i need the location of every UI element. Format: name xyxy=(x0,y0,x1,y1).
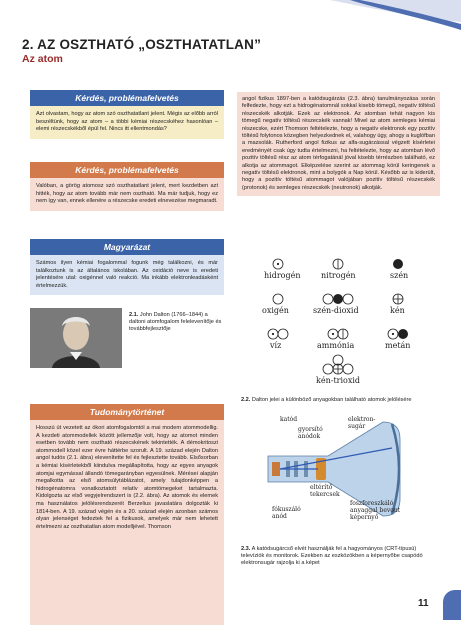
page-subtitle: Az atom xyxy=(22,53,63,65)
label-hydrogen: hidrogén xyxy=(264,271,301,280)
question-header-2: Kérdés, problémafelvetés xyxy=(30,162,224,178)
history-box xyxy=(30,404,224,625)
label-oxygen: oxigén xyxy=(262,306,289,315)
oxygen-symbol xyxy=(273,294,283,304)
dalton-portrait xyxy=(30,308,122,368)
label-carbon: szén xyxy=(390,271,409,280)
dalton-symbols-figure xyxy=(258,256,418,386)
label-sulfur: kén xyxy=(390,306,405,315)
ammonia-symbol xyxy=(328,329,348,339)
history-header: Tudománytörténet xyxy=(30,404,224,420)
portrait-caption-num: 2.1. xyxy=(129,312,139,318)
explanation-box xyxy=(30,239,224,295)
history-text: Hosszú út vezetett az ókori atomfogalomtól a mai modern atommodellig. A kezdeti atommodellek között jellemzője volt, hogy az atomot minden esetben tovább nem osztható részecskének tekintették. A démokritoszi atommodell közel ezer évre háttérbe szorult. A 19. század elején Dalton angol tudós (2.1. ábra) elevenítette fel és fejlesztette tovább. Elsősorban a kémiai kísérletekből kiindulva megállapította, hogy az egyes anyagok atomjai egymással állandó tömegarányban egyesülnek. Mérései alapján megalkotta az első atomsúlytáblázatot, amely tulajdonképpen a hidrogénatomra vonatkoztatott relatív atomtömegeket tartalmazta. Kidolgozta az első vegyjelrendszert is (2.2. ábra). Az atomok és elemek ma használatos jelölésrendszerét Berzelius javaslatára dolgozták ki 1814-ben. A 19. század végén és a 20. század elején azonban számos olyan jelenséget fedeztek fel a fizikusok, amelyek már nem lehetett értelmezni az oszthatatlan atom modelljével. Thomson xyxy=(36,425,218,530)
question-text-1: Azt olvastam, hogy az atom szó oszthatatlant jelent. Mégis az előbb arról beszéltünk, hogy az atom – a többi kémiai részecskéhez hasonlóan – elemi részecskékből épül fel. Nincs itt ellentmondás? xyxy=(36,111,218,133)
label-cathode: katód xyxy=(280,416,298,423)
explanation-header: Magyarázat xyxy=(30,239,224,255)
portrait-caption-text: John Dalton (1766–1844) a daltoni atomfogalom felelevenítője és továbbfejlesztője xyxy=(129,312,222,333)
figure-2-caption-num: 2.2. xyxy=(241,397,251,403)
label-deflection-coils: eltérítő tekercsek xyxy=(310,484,340,498)
hydrogen-symbol xyxy=(273,259,283,269)
top-decoration xyxy=(0,0,461,30)
methane-symbol xyxy=(388,329,408,339)
label-sulfur-trioxide: kén-trioxid xyxy=(316,376,361,385)
portrait-caption xyxy=(129,312,225,334)
question-header-1: Kérdés, problémafelvetés xyxy=(30,90,224,106)
right-text: angol fizikus 1897-ben a katódsugárzás (2.3. ábra) tanulmányozása során felfedezte, hogy ezt a hidrogénatomnál sokkal kisebb tömegű, negatív töltésű részecskék alkotják. Ezek az elektronok. Az atomban tehát nagyon kis tömegű negatív töltésű részecskék vannak! Mivel az atom semleges kémiai részecske, ezért Thomson feltételezte, hogy a negatív elektronok egy pozitív töltésű folytonos közegben helyezkednek el, valahogy úgy, ahogy a kuglófban a mazsolák. Rutherford angol fizikus az alfa-sugárzással végzett kísérletei eredményét csak úgy tudta értelmezni, ha feltételezte, hogy az atomban lévő pozitív töltésű rész az atom térfogatánál jóval kisebb térrészben található, ez alkotja az atommagot. Elképzelése szerint az atommag körül keringenek a negatív töltésű elektronok, mint a bolygók a Nap körül. Később az is kiderült, hogy a pozitív töltésű atommagot valójában pozitív töltésű részecskék (protonok) és semleges részecskék (neutronok) alkotják. xyxy=(242,96,435,191)
carbon-symbol xyxy=(393,259,403,269)
cathode-ray-tube-figure xyxy=(258,414,418,524)
label-electron-beam: elektron-sugár xyxy=(348,416,376,430)
nitrogen-symbol xyxy=(333,259,343,269)
figure-2-caption-text: Dalton jelei a különböző anyagokban található atomok jelölésére xyxy=(251,397,412,403)
label-nitrogen: nitrogén xyxy=(321,271,356,280)
question-box-1 xyxy=(30,90,224,139)
figure-3-caption-num: 2.3. xyxy=(241,546,251,552)
sulfur-symbol xyxy=(393,294,403,304)
label-focusing-anode: fókuszáló anód xyxy=(272,506,301,520)
page-number: 11 xyxy=(418,598,429,609)
label-water: víz xyxy=(270,341,282,350)
question-text-2: Valóban, a görög atomosz szó oszthatatlant jelent, mert kezdetben azt hitték, hogy az atom tovább már nem osztható. Ma már tudjuk, hogy ez nem így van, ennek ellenére a részecske eredeti elnevezése megmaradt. xyxy=(36,183,218,205)
figure-3-caption xyxy=(241,546,431,568)
page-title: 2. AZ OSZTHATÓ „OSZTHATATLAN” xyxy=(22,37,262,52)
label-ammonia: ammónia xyxy=(317,341,355,350)
label-accelerating-anodes: gyorsító anódok xyxy=(298,426,323,440)
label-phosphor-screen: foszforeszkáló anyaggal bevont képernyő xyxy=(350,500,401,521)
explanation-text: Számos ilyen kémiai fogalommal fogunk még találkozni, és már találkoztunk is az általános iskolában. Az oxidáció neve is eredeti jelentésére utal: oxigénnel való reakció. Ma inkább elektronleadásként értelmezzük. xyxy=(36,260,218,289)
figure-2-caption xyxy=(241,397,431,404)
question-box-2 xyxy=(30,162,224,211)
carbon-dioxide-symbol xyxy=(323,294,353,304)
label-carbon-dioxide: szén-dioxid xyxy=(313,306,359,315)
right-text-box xyxy=(237,92,440,196)
label-methane: metán xyxy=(385,341,411,350)
figure-3-caption-text: A katódsugárcső elvét használják fel a hagyományos (CRT-típusú) televíziók és monitorok. Ezekben az eszközökben a képernyőbe csapódó elektronsugár rajzolja ki a képet xyxy=(241,546,423,567)
water-symbol xyxy=(268,329,288,339)
corner-decoration xyxy=(443,590,461,620)
sulfur-trioxide-symbol xyxy=(323,355,353,374)
